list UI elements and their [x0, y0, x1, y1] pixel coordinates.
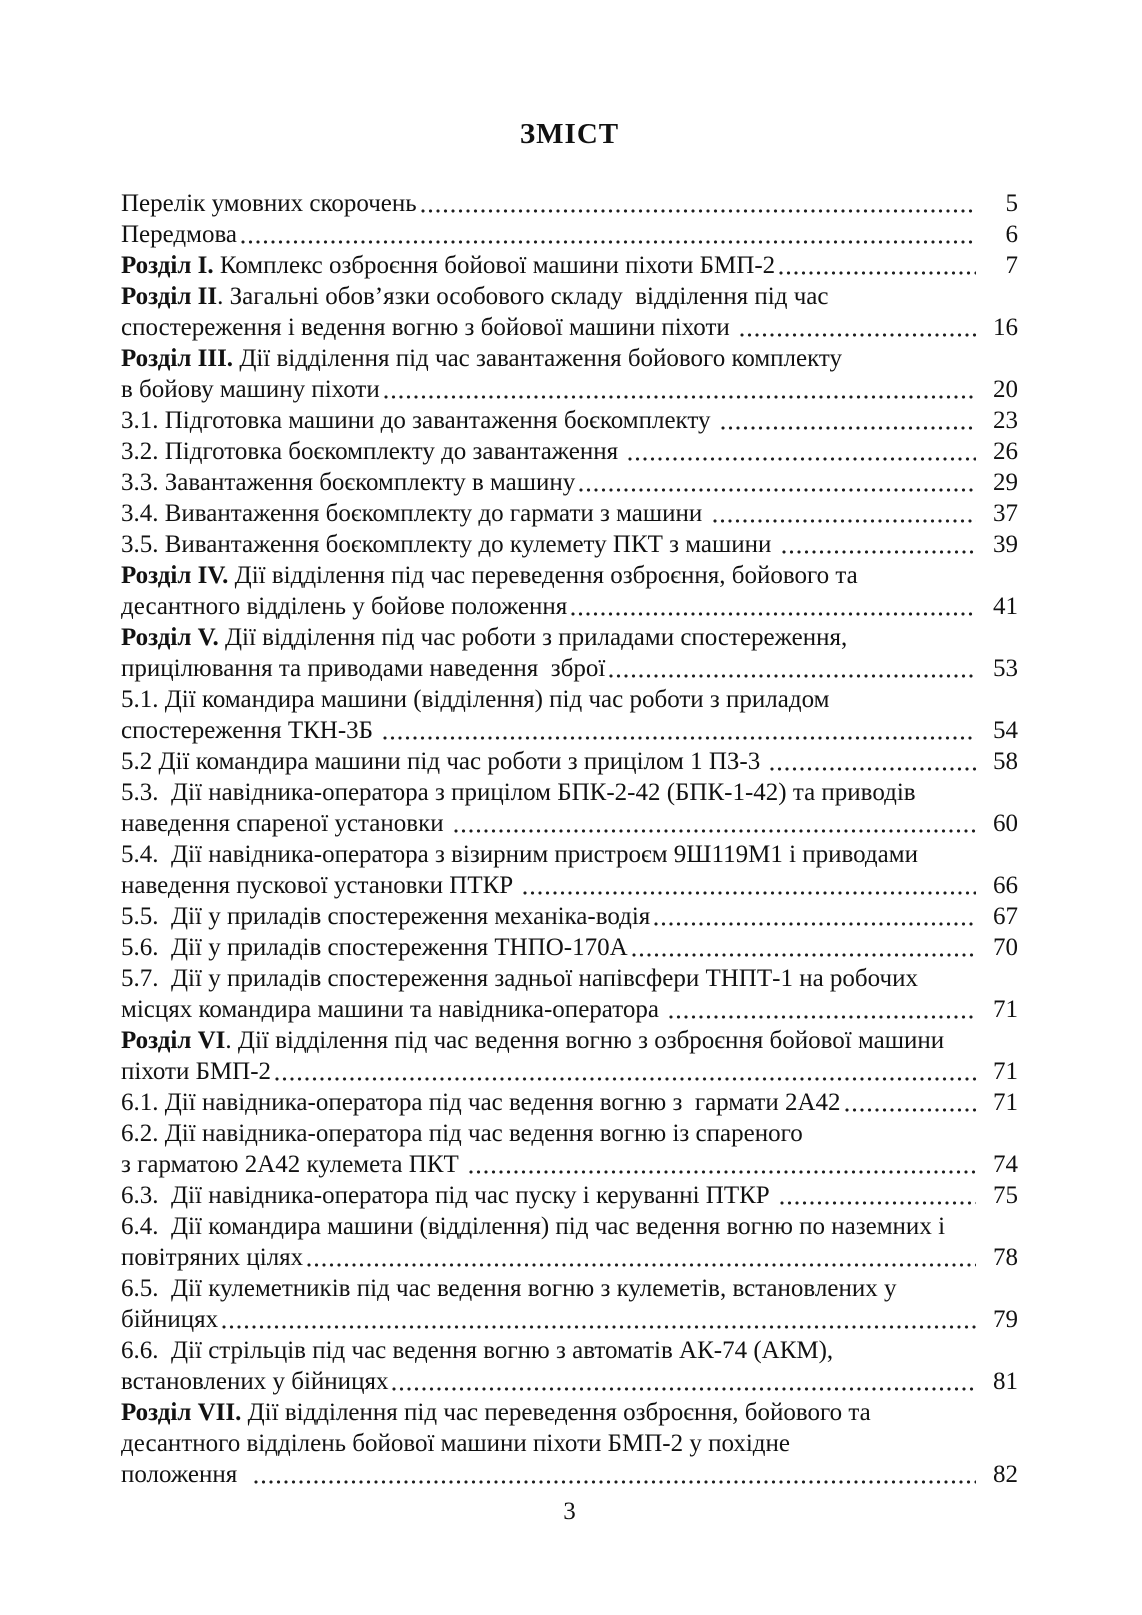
dot-leader [421, 209, 976, 213]
toc-entry-text: 5.7. Дії у приладів спостереження задньої напівсфери ТНПТ-1 на робочих [121, 965, 918, 992]
toc-entry-page-number: 41 [993, 593, 1018, 620]
toc-entry-page-number: 60 [993, 810, 1018, 837]
toc-entry-text: 6.3. Дії навідника-оператора під час пуску і керуванні ПТКР [121, 1182, 776, 1209]
toc-entry-text: прицілювання та приводами наведення зброї [121, 655, 606, 682]
dot-leader [571, 612, 976, 616]
toc-entry-text: 3.2. Підготовка боєкомплекту до завантаження [121, 438, 625, 465]
toc-entry-text: Дії відділення під час переведення озброєння, бойового та [228, 562, 858, 589]
toc-entry-line [121, 312, 1018, 343]
toc-entry-text: 5.2 Дії командира машини під час роботи з прицілом 1 ПЗ-3 [121, 748, 767, 775]
toc-entry-page-number: 74 [993, 1151, 1018, 1178]
dot-leader [307, 1263, 976, 1267]
toc-entry-chapter-label: Розділ VI [121, 1027, 226, 1054]
toc-entry-line [121, 870, 1018, 901]
toc-entry-chapter-label: Розділ VII. [121, 1399, 242, 1426]
toc-entry-chapter-label: Розділ II [121, 283, 218, 310]
toc-entry-page-number: 58 [993, 748, 1018, 775]
dot-leader [669, 1015, 976, 1019]
dot-leader [254, 1480, 976, 1484]
dot-leader [780, 1201, 976, 1205]
toc-entry-text: Перелік умовних скорочень [121, 190, 417, 217]
dot-leader [740, 333, 976, 337]
toc-entry-page-number: 71 [993, 1058, 1018, 1085]
dot-leader [721, 426, 976, 430]
toc-entry-line [121, 839, 1018, 870]
dot-leader [523, 891, 976, 895]
toc-entry-line [121, 1428, 1018, 1459]
toc-entry-line [121, 1180, 1018, 1211]
toc-entry-page-number: 29 [993, 469, 1018, 496]
toc-entry-line [121, 436, 1018, 467]
toc-entry-text: . Загальні обов’язки особового складу відділення під час [217, 283, 829, 310]
toc-entry-line [121, 1273, 1018, 1304]
toc-entry-text: місцях командира машини та навідника-оператора [121, 996, 666, 1023]
dot-leader [222, 1325, 976, 1329]
page-footer-number: 3 [563, 1498, 576, 1525]
toc-entry-text: Дії відділення під час роботи з приладами спостереження, [218, 624, 848, 651]
dot-leader [469, 1170, 976, 1174]
toc-entry-text: 5.6. Дії у приладів спостереження ТНПО-170А [121, 934, 628, 961]
toc-entry-text: 3.4. Вивантаження боєкомплекту до гармати з машини [121, 500, 709, 527]
toc-entry-chapter-label: Розділ III. [121, 345, 234, 372]
toc-entry-text: . Дії відділення під час ведення вогню з озброєння бойової машини [225, 1027, 945, 1054]
toc-entry-page-number: 66 [993, 872, 1018, 899]
dot-leader [632, 953, 976, 957]
toc-entry-text: 5.1. Дії командира машини (відділення) під час роботи з приладом [121, 686, 830, 713]
toc-entry-page-number: 39 [993, 531, 1018, 558]
toc-entry-page-number: 71 [993, 996, 1018, 1023]
toc-entry-text: 5.3. Дії навідника-оператора з прицілом БПК-2-42 (БПК-1-42) та приводів [121, 779, 916, 806]
toc-entry-line [121, 901, 1018, 932]
toc-entry-text: наведення спареної установки [121, 810, 450, 837]
dot-leader [782, 550, 976, 554]
toc-entry-line [121, 994, 1018, 1025]
toc-entry-line [121, 405, 1018, 436]
dot-leader [241, 240, 976, 244]
toc-entry-page-number: 6 [1005, 221, 1018, 248]
toc-entry-line [121, 498, 1018, 529]
toc-entry-text: 6.5. Дії кулеметників під час ведення вогню з кулеметів, встановлених у [121, 1275, 897, 1302]
toc-entry-line [121, 1087, 1018, 1118]
dot-leader [779, 271, 976, 275]
toc-entry-text: Дії відділення під час переведення озброєння, бойового та [241, 1399, 871, 1426]
toc-list [121, 188, 1018, 1490]
toc-entry-text: Комплекс озброєння бойової машини піхоти БМП-2 [213, 252, 776, 279]
toc-entry-line [121, 1149, 1018, 1180]
toc-entry-line [121, 622, 1018, 653]
dot-leader [454, 829, 976, 833]
toc-entry-line [121, 250, 1018, 281]
toc-entry-page-number: 70 [993, 934, 1018, 961]
toc-entry-text: повітряних цілях [121, 1244, 304, 1271]
dot-leader [609, 674, 976, 678]
toc-entry-line [121, 343, 1018, 374]
toc-entry-text: 5.4. Дії навідника-оператора з візирним пристроєм 9Ш119М1 і приводами [121, 841, 918, 868]
toc-entry-line [121, 653, 1018, 684]
toc-entry-page-number: 75 [993, 1182, 1018, 1209]
toc-entry-chapter-label: Розділ IV. [121, 562, 229, 589]
toc-entry-line [121, 777, 1018, 808]
toc-entry-text: з гарматою 2А42 кулемета ПКТ [121, 1151, 466, 1178]
toc-entry-line [121, 746, 1018, 777]
toc-entry-line [121, 281, 1018, 312]
toc-entry-line [121, 219, 1018, 250]
toc-entry-chapter-label: Розділ I. [121, 252, 214, 279]
dot-leader [383, 736, 976, 740]
toc-entry-page-number: 54 [993, 717, 1018, 744]
toc-entry-line [121, 1242, 1018, 1273]
toc-entry-line [121, 715, 1018, 746]
toc-entry-text: 6.2. Дії навідника-оператора під час ведення вогню із спареного [121, 1120, 803, 1147]
toc-entry-line [121, 1211, 1018, 1242]
toc-entry-line [121, 467, 1018, 498]
toc-entry-text: 3.5. Вивантаження боєкомплекту до кулемету ПКТ з машини [121, 531, 778, 558]
dot-leader [654, 922, 976, 926]
toc-entry-line [121, 1366, 1018, 1397]
toc-entry-line [121, 808, 1018, 839]
toc-entry-page-number: 71 [993, 1089, 1018, 1116]
toc-entry-page-number: 16 [993, 314, 1018, 341]
toc-entry-text: бійницях [121, 1306, 219, 1333]
document-page [121, 0, 1018, 1527]
toc-entry-line [121, 1335, 1018, 1366]
toc-entry-page-number: 20 [993, 376, 1018, 403]
toc-entry-page-number: 23 [993, 407, 1018, 434]
toc-entry-line [121, 932, 1018, 963]
toc-entry-line [121, 1459, 1018, 1490]
toc-entry-line [121, 1025, 1018, 1056]
dot-leader [770, 767, 976, 771]
toc-entry-text: 6.4. Дії командира машини (відділення) під час ведення вогню по наземних і [121, 1213, 946, 1240]
toc-entry-line [121, 1056, 1018, 1087]
toc-entry-text: десантного відділень бойової машини піхоти БМП-2 у похідне [121, 1430, 791, 1457]
toc-entry-page-number: 82 [993, 1461, 1018, 1488]
toc-entry-text: 3.1. Підготовка машини до завантаження боєкомплекту [121, 407, 717, 434]
toc-entry-page-number: 26 [993, 438, 1018, 465]
toc-entry-text: піхоти БМП-2 [121, 1058, 272, 1085]
toc-entry-line [121, 963, 1018, 994]
toc-entry-line [121, 1118, 1018, 1149]
toc-entry-text: десантного відділень у бойове положення [121, 593, 568, 620]
dot-leader [628, 457, 976, 461]
toc-entry-page-number: 7 [1005, 252, 1018, 279]
toc-entry-text: спостереження ТКН-3Б [121, 717, 380, 744]
dot-leader [845, 1108, 976, 1112]
toc-entry-text: Дії відділення під час завантаження бойового комплекту [233, 345, 843, 372]
toc-entry-text: наведення пускової установки ПТКР [121, 872, 520, 899]
toc-entry-page-number: 67 [993, 903, 1018, 930]
toc-entry-line [121, 1397, 1018, 1428]
toc-entry-page-number: 53 [993, 655, 1018, 682]
toc-entry-page-number: 81 [993, 1368, 1018, 1395]
toc-entry-chapter-label: Розділ V. [121, 624, 219, 651]
toc-entry-line [121, 684, 1018, 715]
toc-entry-text: 6.6. Дії стрільців під час ведення вогню з автоматів АК-74 (АКМ), [121, 1337, 834, 1364]
toc-entry-text: 6.1. Дії навідника-оператора під час ведення вогню з гармати 2А42 [121, 1089, 841, 1116]
dot-leader [275, 1077, 976, 1081]
dot-leader [713, 519, 976, 523]
page-title: ЗМІСТ [519, 118, 620, 150]
toc-entry-line [121, 560, 1018, 591]
dot-leader [392, 1387, 976, 1391]
toc-entry-line [121, 529, 1018, 560]
toc-entry-text: в бойову машину піхоти [121, 376, 380, 403]
toc-entry-line [121, 188, 1018, 219]
toc-entry-line [121, 374, 1018, 405]
dot-leader [384, 395, 976, 399]
toc-entry-page-number: 5 [1005, 190, 1018, 217]
toc-entry-text: положення [121, 1461, 250, 1488]
toc-entry-page-number: 78 [993, 1244, 1018, 1271]
toc-entry-page-number: 79 [993, 1306, 1018, 1333]
toc-entry-text: встановлених у бійницях [121, 1368, 389, 1395]
dot-leader [579, 488, 976, 492]
toc-entry-text: Передмова [121, 221, 238, 248]
toc-entry-text: 3.3. Завантаження боєкомплекту в машину [121, 469, 576, 496]
toc-entry-text: 5.5. Дії у приладів спостереження механіка-водія [121, 903, 651, 930]
toc-entry-page-number: 37 [993, 500, 1018, 527]
toc-entry-line [121, 591, 1018, 622]
toc-entry-text: спостереження і ведення вогню з бойової машини піхоти [121, 314, 737, 341]
toc-entry-line [121, 1304, 1018, 1335]
